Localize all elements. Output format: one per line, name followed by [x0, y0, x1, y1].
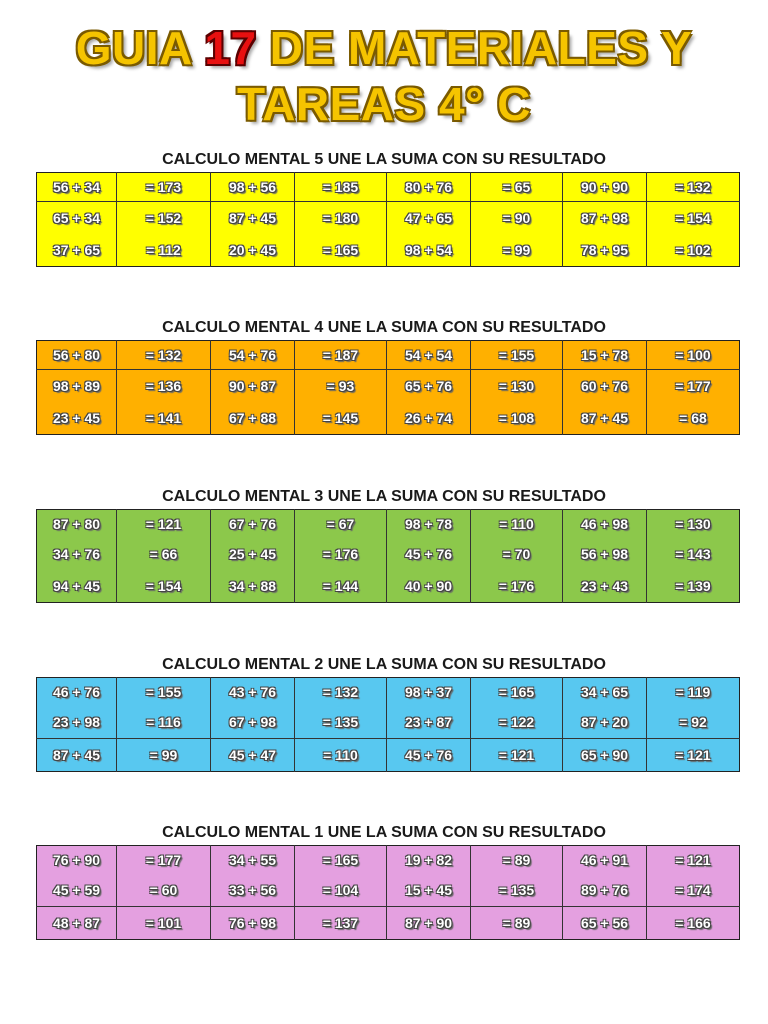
sum-cell: 76 + 98	[211, 907, 295, 940]
sum-cell: 98 + 54	[387, 234, 471, 267]
result-cell: = 67	[295, 510, 387, 539]
result-cell: = 104	[295, 874, 387, 907]
sum-cell: 98 + 37	[387, 678, 471, 707]
sum-cell: 65 + 76	[387, 370, 471, 403]
sum-cell: 54 + 54	[387, 341, 471, 370]
sum-cell: 25 + 45	[211, 538, 295, 570]
sum-cell: 87 + 80	[52, 516, 101, 532]
sum-cell: 46 + 98	[563, 510, 647, 539]
sum-cell: 23 + 98	[52, 714, 101, 730]
sum-cell: 46 + 76	[52, 684, 101, 700]
result-cell: = 187	[295, 341, 387, 370]
sum-cell: 45 + 76	[387, 538, 471, 570]
result-cell: = 121	[471, 739, 563, 772]
result-cell: = 130	[471, 370, 563, 403]
sums-table	[36, 509, 740, 603]
sum-cell: 34 + 76	[52, 546, 101, 562]
result-cell: = 101	[117, 907, 211, 940]
exercise-section-3	[36, 485, 739, 603]
sum-cell: 33 + 56	[211, 874, 295, 907]
table-row	[37, 846, 740, 875]
page-title	[0, 20, 768, 132]
result-cell: = 177	[117, 846, 211, 875]
sum-cell: 56 + 80	[52, 347, 101, 363]
result-cell: = 132	[117, 341, 211, 370]
sum-cell: 87 + 98	[563, 202, 647, 235]
result-cell: = 110	[295, 739, 387, 772]
table-row	[37, 173, 740, 202]
sum-cell: 90 + 90	[563, 173, 647, 202]
result-cell: = 89	[471, 907, 563, 940]
sum-cell: 65 + 34	[37, 202, 117, 235]
result-cell: = 174	[647, 874, 740, 907]
exercise-section-4	[36, 653, 739, 772]
sum-cell: 56 + 98	[563, 538, 647, 570]
sum-cell: 87 + 90	[387, 907, 471, 940]
sum-cell: 46 + 91	[563, 846, 647, 875]
result-cell: = 89	[471, 846, 563, 875]
sum-cell: 65 + 56	[563, 907, 647, 940]
sum-cell: 45 + 76	[387, 739, 471, 772]
section-heading: CALCULO MENTAL 3 UNE LA SUMA CON SU RESULTADO	[162, 488, 606, 505]
sum-cell: 15 + 45	[387, 874, 471, 907]
sum-cell: 56 + 34	[52, 179, 101, 195]
guide-number: 17	[204, 22, 257, 74]
exercise-section-1	[36, 148, 739, 267]
result-cell: = 121	[647, 739, 740, 772]
sum-cell: 98 + 56	[211, 173, 295, 202]
result-cell: = 102	[647, 234, 740, 267]
sums-table	[36, 340, 740, 435]
sum-cell: 23 + 87	[387, 706, 471, 739]
result-cell: = 112	[117, 234, 211, 267]
sum-cell: 87 + 20	[563, 706, 647, 739]
sum-cell: 48 + 87	[37, 907, 117, 940]
result-cell: = 154	[117, 570, 211, 603]
sum-cell: 98 + 78	[387, 510, 471, 539]
sum-cell: 80 + 76	[387, 173, 471, 202]
result-cell: = 116	[117, 706, 211, 739]
sum-cell: 15 + 78	[563, 341, 647, 370]
section-heading: CALCULO MENTAL 2 UNE LA SUMA CON SU RESULTADO	[162, 656, 606, 673]
result-cell: = 177	[647, 370, 740, 403]
result-cell: = 176	[471, 570, 563, 603]
section-heading: CALCULO MENTAL 4 UNE LA SUMA CON SU RESULTADO	[162, 319, 606, 336]
result-cell: = 154	[647, 202, 740, 235]
result-cell: = 121	[647, 846, 740, 875]
sum-cell: 34 + 88	[211, 570, 295, 603]
result-cell: = 173	[117, 173, 211, 202]
table-row	[37, 706, 740, 739]
sum-cell: 47 + 65	[387, 202, 471, 235]
result-cell: = 185	[295, 173, 387, 202]
result-cell: = 100	[647, 341, 740, 370]
table-row	[37, 739, 740, 772]
result-cell: = 152	[117, 202, 211, 235]
sum-cell: 34 + 55	[211, 846, 295, 875]
result-cell: = 145	[295, 402, 387, 435]
sum-cell: 60 + 76	[563, 370, 647, 403]
exercise-section-2	[36, 316, 739, 435]
exercise-section-5	[36, 821, 739, 940]
result-cell: = 65	[471, 173, 563, 202]
sum-cell: 19 + 82	[387, 846, 471, 875]
table-row	[37, 874, 740, 907]
sum-cell: 67 + 76	[211, 510, 295, 539]
title-prefix: GUIA	[75, 22, 205, 74]
result-cell: = 141	[117, 402, 211, 435]
result-cell: = 144	[295, 570, 387, 603]
sum-cell: 78 + 95	[563, 234, 647, 267]
sum-cell: 26 + 74	[387, 402, 471, 435]
sum-cell: 98 + 89	[37, 370, 117, 403]
table-row	[37, 370, 740, 403]
result-cell: = 165	[295, 234, 387, 267]
result-cell: = 165	[471, 678, 563, 707]
section-heading: CALCULO MENTAL 5 UNE LA SUMA CON SU RESULTADO	[162, 151, 606, 168]
result-cell: = 155	[471, 341, 563, 370]
result-cell: = 176	[295, 538, 387, 570]
sum-cell: 87 + 45	[211, 202, 295, 235]
sum-cell: 37 + 65	[52, 242, 101, 258]
table-row	[37, 570, 740, 603]
sum-cell: 45 + 47	[211, 739, 295, 772]
sum-cell: 87 + 45	[563, 402, 647, 435]
table-row	[37, 678, 740, 707]
sums-table	[36, 677, 740, 772]
sums-table	[36, 172, 740, 267]
sum-cell: 67 + 98	[211, 706, 295, 739]
sum-cell: 54 + 76	[211, 341, 295, 370]
sum-cell: 67 + 88	[211, 402, 295, 435]
result-cell: = 68	[647, 402, 740, 435]
result-cell: = 122	[471, 706, 563, 739]
sum-cell: 90 + 87	[211, 370, 295, 403]
result-cell: = 132	[295, 678, 387, 707]
sum-cell: 94 + 45	[52, 578, 101, 594]
sum-cell: 23 + 45	[52, 410, 101, 426]
result-cell: = 108	[471, 402, 563, 435]
sum-cell: 76 + 90	[52, 852, 101, 868]
sums-table	[36, 845, 740, 940]
sum-cell: 43 + 76	[211, 678, 295, 707]
result-cell: = 143	[647, 538, 740, 570]
table-row	[37, 402, 740, 435]
sum-cell: 34 + 65	[563, 678, 647, 707]
result-cell: = 135	[295, 706, 387, 739]
result-cell: = 119	[647, 678, 740, 707]
table-row	[37, 510, 740, 539]
table-row	[37, 907, 740, 940]
title-line-2: TAREAS 4° C	[237, 78, 531, 130]
result-cell: = 60	[117, 874, 211, 907]
result-cell: = 99	[117, 739, 211, 772]
table-row	[37, 538, 740, 570]
result-cell: = 132	[647, 173, 740, 202]
result-cell: = 130	[647, 510, 740, 539]
result-cell: = 93	[295, 370, 387, 403]
sum-cell: 20 + 45	[211, 234, 295, 267]
sum-cell: 87 + 45	[37, 739, 117, 772]
result-cell: = 99	[471, 234, 563, 267]
result-cell: = 92	[647, 706, 740, 739]
table-row	[37, 202, 740, 235]
sum-cell: 89 + 76	[563, 874, 647, 907]
result-cell: = 137	[295, 907, 387, 940]
sum-cell: 40 + 90	[387, 570, 471, 603]
result-cell: = 90	[471, 202, 563, 235]
section-heading: CALCULO MENTAL 1 UNE LA SUMA CON SU RESULTADO	[162, 824, 606, 841]
result-cell: = 70	[471, 538, 563, 570]
title-line-1	[0, 20, 768, 76]
result-cell: = 110	[471, 510, 563, 539]
result-cell: = 180	[295, 202, 387, 235]
sum-cell: 23 + 43	[563, 570, 647, 603]
result-cell: = 136	[117, 370, 211, 403]
table-row	[37, 341, 740, 370]
result-cell: = 121	[117, 510, 211, 539]
sum-cell: 65 + 90	[563, 739, 647, 772]
result-cell: = 155	[117, 678, 211, 707]
result-cell: = 166	[647, 907, 740, 940]
title-suffix: DE MATERIALES Y	[256, 22, 693, 74]
result-cell: = 139	[647, 570, 740, 603]
result-cell: = 66	[117, 538, 211, 570]
result-cell: = 165	[295, 846, 387, 875]
sum-cell: 45 + 59	[52, 882, 101, 898]
table-row	[37, 234, 740, 267]
result-cell: = 135	[471, 874, 563, 907]
